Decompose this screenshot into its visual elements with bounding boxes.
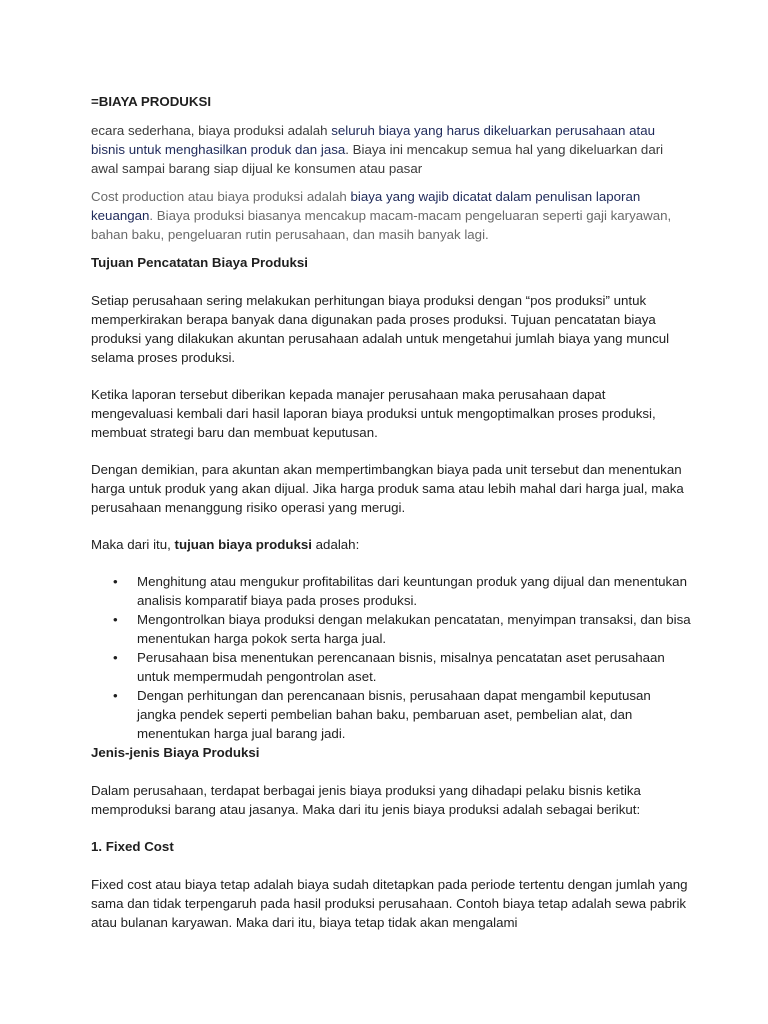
section-heading-jenis: Jenis-jenis Biaya Produksi <box>91 745 260 760</box>
cost-text-end: . Biaya produksi biasanya mencakup macam-macam pengeluaran seperti gaji karyawan, bahan baku, pengeluaran rutin perusahaan, dan masih banyak lagi. <box>91 208 672 242</box>
purpose-text-start: Maka dari itu, <box>91 537 175 552</box>
section-heading-fixed-cost: 1. Fixed Cost <box>91 839 174 854</box>
purpose-intro <box>91 535 691 554</box>
cost-production-paragraph <box>91 187 691 244</box>
tujuan-paragraph-2: Ketika laporan tersebut diberikan kepada manajer perusahaan maka perusahaan dapat mengevaluasi kembali dari hasil laporan biaya produksi untuk mengoptimalkan proses produksi, membuat strategi baru dan membuat keputusan. <box>91 387 656 440</box>
fixed-cost-paragraph: Fixed cost atau biaya tetap adalah biaya sudah ditetapkan pada periode tertentu dengan jumlah yang sama dan tidak terpengaruh pada hasil produksi perusahaan. Contoh biaya tetap adalah sewa pabrik atau bulanan karyawan. Maka dari itu, biaya tetap tidak akan mengalami <box>91 877 688 930</box>
purpose-text-end: adalah: <box>311 537 360 552</box>
list-item: • Perusahaan bisa menentukan perencanaan bisnis, misalnya pencatatan aset perusahaan untuk mempermudah pengontrolan aset. <box>91 648 691 686</box>
intro-text-end: . Biaya ini mencakup semua hal yang dikeluarkan dari awal sampai barang siap dijual ke konsumen atau pasar <box>91 142 664 176</box>
document-page <box>91 92 691 932</box>
purpose-list <box>91 572 691 743</box>
section-heading-tujuan: Tujuan Pencatatan Biaya Produksi <box>91 255 308 270</box>
purpose-bold: tujuan biaya produksi <box>174 537 312 552</box>
tujuan-paragraph-3: Dengan demikian, para akuntan akan mempertimbangkan biaya pada unit tersebut dan menentukan harga untuk produk yang akan dijual. Jika harga produk sama atau lebih mahal dari harga jual, maka perusahaan menanggung risiko operasi yang merugi. <box>91 462 684 515</box>
intro-highlight: seluruh biaya yang harus dikeluarkan perusahaan atau bisnis untuk menghasilkan produk dan jasa <box>91 123 656 157</box>
document-title: =BIAYA PRODUKSI <box>91 94 212 109</box>
cost-highlight: biaya yang wajib dicatat dalam penulisan laporan keuangan <box>91 189 641 223</box>
list-item: • Menghitung atau mengukur profitabilitas dari keuntungan produk yang dijual dan menentukan analisis komparatif biaya pada proses produksi. <box>91 572 691 610</box>
jenis-paragraph: Dalam perusahaan, terdapat berbagai jenis biaya produksi yang dihadapi pelaku bisnis ketika memproduksi barang atau jasanya. Maka dari itu jenis biaya produksi adalah sebagai berikut: <box>91 783 641 817</box>
intro-text-start: ecara sederhana, biaya produksi adalah <box>91 123 332 138</box>
tujuan-paragraph-1: Setiap perusahaan sering melakukan perhitungan biaya produksi dengan “pos produksi” untuk memperkirakan berapa banyak dana digunakan pada proses produksi. Tujuan pencatatan biaya produksi yang dilakukan akuntan perusahaan adalah untuk mengetahui jumlah biaya yang muncul selama proses produksi. <box>91 293 670 365</box>
cost-text-start: Cost production atau biaya produksi adalah <box>91 189 351 204</box>
list-item: • Mengontrolkan biaya produksi dengan melakukan pencatatan, menyimpan transaksi, dan bisa menentukan harga pokok serta harga jual. <box>91 610 691 648</box>
intro-paragraph <box>91 121 691 178</box>
list-item: • Dengan perhitungan dan perencanaan bisnis, perusahaan dapat mengambil keputusan jangka pendek seperti pembelian bahan baku, pembaruan aset, pembelian alat, dan menentukan harga jual barang jadi. <box>91 686 691 743</box>
